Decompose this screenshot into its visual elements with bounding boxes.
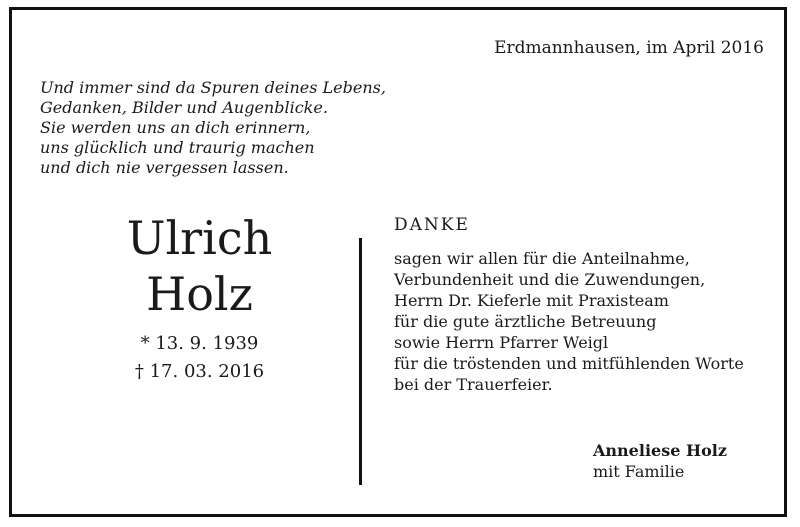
memorial-poem (40, 78, 386, 178)
thanks-line: für die tröstenden und mitfühlenden Worte (394, 354, 744, 373)
signature-name: Anneliese Holz (593, 441, 727, 460)
poem-line: Gedanken, Bilder und Augenblicke. (40, 98, 328, 117)
poem-line: Sie werden uns an dich erinnern, (40, 118, 311, 137)
deceased-first-name: Ulrich (126, 211, 273, 265)
thanks-line: sagen wir allen für die Anteilnahme, (394, 249, 690, 268)
thanks-block (394, 215, 744, 395)
vertical-divider (359, 238, 362, 485)
thanks-body (394, 248, 744, 395)
birth-date: * 13. 9. 1939 (140, 333, 259, 354)
thanks-line: bei der Trauerfeier. (394, 375, 553, 394)
poem-line: und dich nie vergessen lassen. (40, 158, 289, 177)
life-dates (112, 330, 287, 386)
signature-block (593, 440, 727, 482)
deceased-block (112, 210, 287, 386)
thanks-line: Herrn Dr. Kieferle mit Praxisteam (394, 291, 669, 310)
thanks-line: Verbundenheit und die Zuwendungen, (394, 270, 706, 289)
poem-line: uns glücklich und traurig machen (40, 138, 315, 157)
obituary-card (9, 7, 787, 517)
signature-subtitle: mit Familie (593, 462, 685, 481)
place-date: Erdmannhausen, im April 2016 (494, 38, 764, 58)
thanks-line: für die gute ärztliche Betreuung (394, 312, 657, 331)
death-date: † 17. 03. 2016 (134, 361, 265, 382)
poem-line: Und immer sind da Spuren deines Lebens, (40, 78, 386, 97)
deceased-last-name: Holz (146, 267, 253, 321)
thanks-line: sowie Herrn Pfarrer Weigl (394, 333, 609, 352)
thanks-title: DANKE (394, 215, 470, 235)
